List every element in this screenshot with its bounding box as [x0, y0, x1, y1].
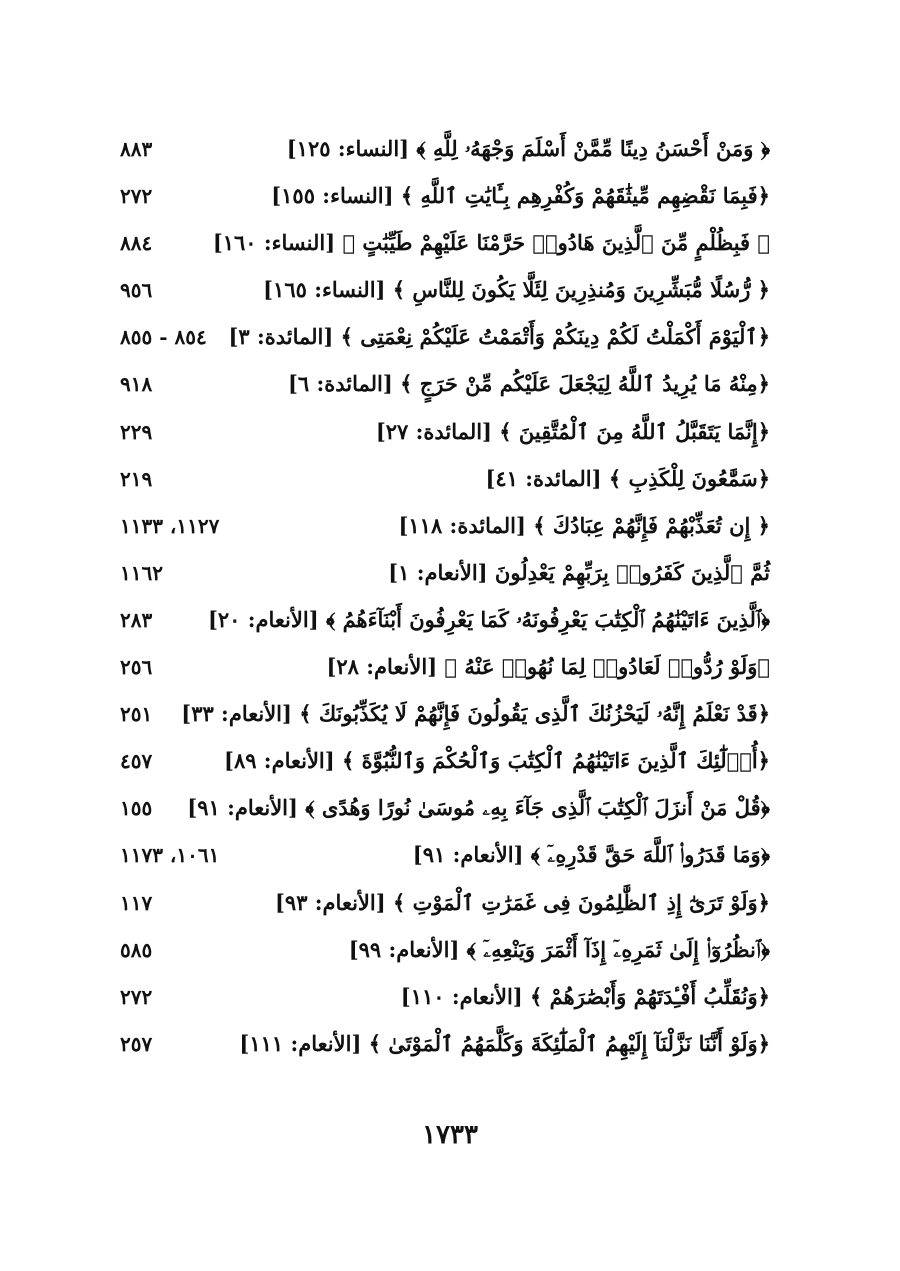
verse-citation: ﴿سَمَّٰعُونَ لِلْكَذِبِ ﴾ [المائدة: ٤١]: [485, 465, 770, 491]
index-row: [120, 552, 770, 599]
index-row: [120, 363, 770, 410]
page-references: ٢٥٦: [120, 655, 153, 680]
index-row: [120, 269, 770, 316]
verse-citation: ثُمَّ ٱلَّذِينَ كَفَرُوا۟ بِرَبِّهِمْ يَعْدِلُونَ [الأنعام: ١]: [388, 559, 770, 585]
verse-citation: ﴿مِنْهُ مَا يُرِيدُ ٱللَّهُ لِيَجْعَلَ عَلَيْكُم مِّنْ حَرَجٍ ﴾ [المائدة: ٦]: [287, 371, 770, 397]
verse-citation: ﴿ٱنظُرُوٓا۟ إِلَىٰ ثَمَرِهِۦٓ إِذَآ أَثْمَرَ وَيَنْعِهِۦٓ ﴾ [الأنعام: ٩٩]: [348, 936, 770, 962]
verse-citation: ﴿ إِن تُعَذِّبْهُمْ فَإِنَّهُمْ عِبَادُكَ ﴾ [المائدة: ١١٨]: [398, 512, 770, 538]
verse-citation: ﴿ٱلَّذِينَ ءَاتَيْنَٰهُمُ ٱلْكِتَٰبَ يَعْرِفُونَهُۥ كَمَا يَعْرِفُونَ أَبْنَآءَهُمُ ﴾ [الأنعام: ٢٠]: [207, 606, 770, 632]
index-row: [120, 834, 770, 881]
verse-citation: ﴿قُلْ مَنْ أَنزَلَ ٱلْكِتَٰبَ ٱلَّذِى جَآءَ بِهِۦ مُوسَىٰ نُورًا وَهُدًى ﴾ [الأنعام: ٩١]: [187, 795, 770, 821]
page-references: ٢١٩: [120, 466, 153, 491]
page-number: ١٧٣٣: [422, 1120, 478, 1150]
index-row: [120, 693, 770, 740]
page-references: ٢٥١: [120, 702, 153, 727]
page-references: ٨٨٤: [120, 231, 153, 256]
verse-citation: ﴿ٱلْيَوْمَ أَكْمَلْتُ لَكُمْ دِينَكُمْ وَأَتْمَمْتُ عَلَيْكُمْ نِعْمَتِى ﴾ [المائدة: ٣]: [228, 324, 770, 350]
index-row: [120, 599, 770, 646]
verse-citation: ﴿إِنَّمَا يَتَقَبَّلُ ٱللَّهُ مِنَ ٱلْمُتَّقِينَ ﴾ [المائدة: ٢٧]: [375, 418, 770, 444]
page-references: ٢٨٣: [120, 607, 153, 632]
index-row: [120, 929, 770, 976]
index-row: [120, 458, 770, 505]
verse-citation: ﴿وَلَوْ رُدُّوا۟ لَعَادُوا۟ لِمَا نُهُوا۟ عَنْهُ ﴾ [الأنعام: ٢٨]: [326, 654, 770, 680]
index-row: [120, 128, 770, 175]
verse-citation: ﴿وَنُقَلِّبُ أَفْـِٔدَتَهُمْ وَأَبْصَٰرَهُمْ ﴾ [الأنعام: ١١٠]: [400, 983, 770, 1009]
verse-index-list: [120, 128, 770, 1070]
verse-citation: ﴿وَلَوْ أَنَّنَا نَزَّلْنَآ إِلَيْهِمُ ٱلْمَلَٰٓئِكَةَ وَكَلَّمَهُمُ ٱلْمَوْتَىٰ ﴾ [الأنعام: ١١١]: [239, 1030, 770, 1056]
page-references: ٢٧٢: [120, 184, 153, 209]
verse-citation: ﴿ وَمَنْ أَحْسَنُ دِينًا مِّمَّنْ أَسْلَمَ وَجْهَهُۥ لِلَّهِ ﴾ [النساء: ١٢٥]: [286, 136, 770, 161]
verse-citation: ﴿وَمَا قَدَرُوا۟ ٱللَّهَ حَقَّ قَدْرِهِۦٓ ﴾ [الأنعام: ٩١]: [412, 842, 770, 868]
index-row: [120, 646, 770, 693]
verse-citation: ﴿أُو۟لَٰٓئِكَ ٱلَّذِينَ ءَاتَيْنَٰهُمُ ٱلْكِتَٰبَ وَٱلْحُكْمَ وَٱلنُّبُوَّةَ ﴾ [الأنعام: ٨٩]: [224, 748, 770, 774]
page-references: ١٥٥: [120, 796, 153, 821]
page-references: ١١٧: [120, 890, 153, 915]
page-references: ١٠٦١، ١١٧٣: [120, 843, 220, 868]
index-row: [120, 505, 770, 552]
verse-citation: ﴿فَبِمَا نَقْضِهِم مِّيثَٰقَهُمْ وَكُفْرِهِم بِـَٔايَٰتِ ٱللَّهِ ﴾ [النساء: ١٥٥]: [271, 183, 770, 209]
index-row: [120, 316, 770, 363]
index-row: [120, 740, 770, 787]
page-references: ٨٨٣: [120, 137, 153, 161]
verse-citation: ﴿ فَبِظُلْمٍ مِّنَ ٱلَّذِينَ هَادُوا۟ حَرَّمْنَا عَلَيْهِمْ طَيِّبَٰتٍ ﴾ [النساء: ١٦٠]: [212, 230, 770, 256]
index-row: [120, 787, 770, 834]
verse-citation: ﴿وَلَوْ تَرَىٰٓ إِذِ ٱلظَّٰلِمُونَ فِى غَمَرَٰتِ ٱلْمَوْتِ ﴾ [الأنعام: ٩٣]: [274, 889, 770, 915]
index-row: [120, 976, 770, 1023]
page-references: ١١٦٢: [120, 560, 163, 585]
page-references: ٢٧٢: [120, 984, 153, 1009]
index-row: [120, 175, 770, 222]
verse-citation: ﴿قَدْ نَعْلَمُ إِنَّهُۥ لَيَحْزُنُكَ ٱلَّذِى يَقُولُونَ فَإِنَّهُمْ لَا يُكَذِّبُونَكَ ﴾ [الأنعام: ٣٣]: [181, 701, 770, 727]
page-references: ٢٢٩: [120, 419, 153, 444]
index-row: [120, 1023, 770, 1070]
page-references: ٤٥٧: [120, 749, 153, 774]
page-references: ٩١٨: [120, 372, 153, 397]
page-references: ٢٥٧: [120, 1031, 153, 1056]
page-references: ١١٢٧، ١١٣٣: [120, 513, 220, 538]
index-row: [120, 882, 770, 929]
verse-citation: ﴿ رُّسُلًا مُّبَشِّرِينَ وَمُنذِرِينَ لِئَلَّا يَكُونَ لِلنَّاسِ ﴾ [النساء: ١٦٥]: [263, 277, 770, 303]
page-references: ٩٥٦: [120, 278, 153, 303]
page-references: ٥٨٥: [120, 937, 153, 962]
index-row: [120, 222, 770, 269]
page-references: ٨٥٤ - ٨٥٥: [120, 325, 207, 350]
index-row: [120, 411, 770, 458]
